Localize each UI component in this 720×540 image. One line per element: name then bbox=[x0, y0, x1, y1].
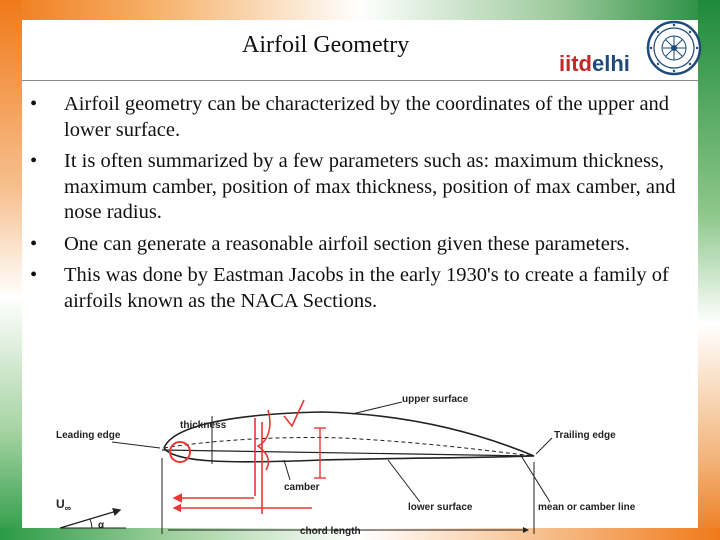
label-camber: camber bbox=[284, 482, 320, 493]
label-upper-surface: upper surface bbox=[402, 394, 469, 405]
label-leading-edge: Leading edge bbox=[56, 430, 121, 441]
label-mean-camber-line: mean or camber line bbox=[538, 502, 636, 513]
alpha-arc bbox=[90, 519, 92, 528]
bullet-text: This was done by Eastman Jacobs in the early 1930's to create a family of airfoils known as the NACA Sections. bbox=[64, 264, 669, 312]
slide-title: Airfoil Geometry bbox=[242, 32, 410, 58]
frame-right-border bbox=[698, 0, 720, 540]
logo-part-delhi: elhi bbox=[592, 51, 630, 76]
label-thickness: thickness bbox=[180, 420, 227, 431]
bullet-item bbox=[22, 92, 694, 143]
bullet-list bbox=[22, 92, 694, 320]
title-divider bbox=[22, 80, 698, 81]
bullet-dot: • bbox=[30, 150, 38, 172]
u-infinity-main: U bbox=[56, 497, 65, 511]
upper-surface-pointer bbox=[352, 402, 402, 414]
bullet-dot: • bbox=[30, 232, 38, 255]
iitd-logo bbox=[559, 51, 630, 77]
nose-radius-annotation-circle bbox=[170, 442, 190, 462]
leading-edge-pointer bbox=[112, 442, 160, 448]
bullet-text: It is often summarized by a few parameters such as: maximum thickness, maximum camber, position of max thickness, position of max camber, and nose radius. bbox=[64, 150, 676, 223]
chord-line bbox=[162, 450, 534, 456]
bullet-item bbox=[22, 232, 694, 258]
bullet-dot: • bbox=[30, 264, 38, 286]
label-alpha: α bbox=[98, 520, 105, 531]
bullet-item bbox=[22, 149, 694, 226]
u-infinity-subscript: ∞ bbox=[64, 503, 72, 513]
airfoil-diagram bbox=[22, 362, 698, 537]
logo-part-iitd: iitd bbox=[559, 51, 592, 76]
slide bbox=[22, 20, 698, 537]
bullet-text: Airfoil geometry can be characterized by the coordinates of the upper and lower surface. bbox=[64, 93, 670, 141]
label-lower-surface: lower surface bbox=[408, 502, 473, 513]
mean-line-pointer bbox=[520, 454, 550, 502]
lower-surface-pointer bbox=[388, 460, 420, 502]
label-u-infinity bbox=[56, 497, 72, 513]
iit-delhi-seal-icon bbox=[646, 20, 702, 76]
camber-pointer bbox=[284, 460, 290, 480]
label-trailing-edge: Trailing edge bbox=[554, 430, 616, 441]
frame-top-border bbox=[0, 0, 720, 20]
frame-left-border bbox=[0, 0, 22, 540]
bullet-text: One can generate a reasonable airfoil section given these parameters. bbox=[64, 232, 630, 255]
label-chord-length: chord length bbox=[300, 526, 361, 537]
trailing-edge-pointer bbox=[536, 438, 552, 454]
bullet-item bbox=[22, 263, 694, 314]
bullet-dot: • bbox=[30, 93, 38, 115]
